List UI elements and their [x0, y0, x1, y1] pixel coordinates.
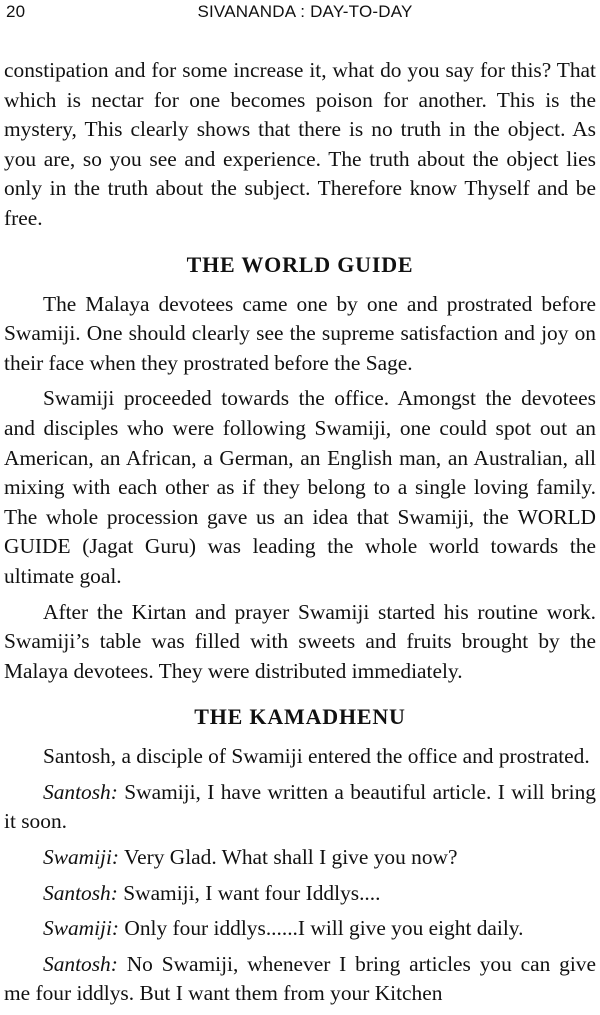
section-heading-kamadhenu: THE KAMADHENU: [194, 704, 406, 730]
dialogue-line: [4, 914, 596, 944]
procession-text-end: (Jagat Guru) was leading the whole world towards the ultimate goal.: [4, 534, 596, 588]
dialogue-speaker: Swamiji:: [43, 845, 120, 870]
paragraph-kirtan: After the Kirtan and prayer Swamiji started his routine work. Swamiji’s table was filled with sweets and fruits brought by the Malaya devotees. They were distributed immediately.: [4, 599, 596, 683]
paragraph-malaya-devotees: The Malaya devotees came one by one and prostrated before Swamiji. One should clearly see the supreme satisfaction and joy on their face when they prostrated before the Sage.: [4, 291, 596, 375]
page-number: 20: [6, 2, 26, 21]
paragraph-intro: constipation and for some increase it, what do you say for this? That which is nectar for one becomes poison for another. This is the mystery, This clearly shows that there is no truth in the object. As you are, so you see and experience. The truth about the object lies only in the truth about the subject. Therefore know Thyself and be free.: [4, 58, 596, 230]
dialogue-line: [4, 879, 596, 909]
dialogue-text: No Swamiji, whenever I bring articles you can give me four iddlys. But I want them from your Kitchen: [4, 951, 596, 1006]
dialogue-text: Very Glad. What shall I give you now?: [119, 845, 458, 870]
dialogue-line: [4, 843, 596, 873]
procession-text-start: Swamiji proceeded towards the office. Amongst the devotees and disciples who were following Swamiji, one could spot out an American, an African, a German, an English man, an Australian, all mixing with each other as if they belong to a single loving family. The whole procession gave us an idea that Swamiji, the: [4, 386, 596, 529]
world-guide-smallcaps: WORLD GUIDE: [4, 504, 596, 559]
dialogue-text: Only four iddlys......I will give you eight daily.: [119, 916, 524, 941]
dialogue-speaker: Swamiji:: [43, 916, 120, 941]
dialogue-speaker: Santosh:: [43, 779, 118, 804]
section-heading-world-guide: THE WORLD GUIDE: [186, 251, 414, 277]
paragraph-procession: [4, 384, 596, 591]
paragraph-santosh-enters: Santosh, a disciple of Swamiji entered the office and prostrated.: [43, 744, 590, 769]
dialogue-line: [4, 950, 596, 1009]
dialogue-speaker: Santosh:: [43, 951, 118, 976]
body-text: [4, 56, 596, 1015]
dialogue-speaker: Santosh:: [43, 880, 118, 905]
running-title: SIVANANDA : DAY-TO-DAY: [197, 2, 413, 21]
running-header: [6, 2, 584, 24]
dialogue-line: [4, 778, 596, 837]
dialogue-text: Swamiji, I want four Iddlys....: [117, 880, 381, 905]
dialogue-text: Swamiji, I have written a beautiful article. I will bring it soon.: [4, 779, 596, 834]
